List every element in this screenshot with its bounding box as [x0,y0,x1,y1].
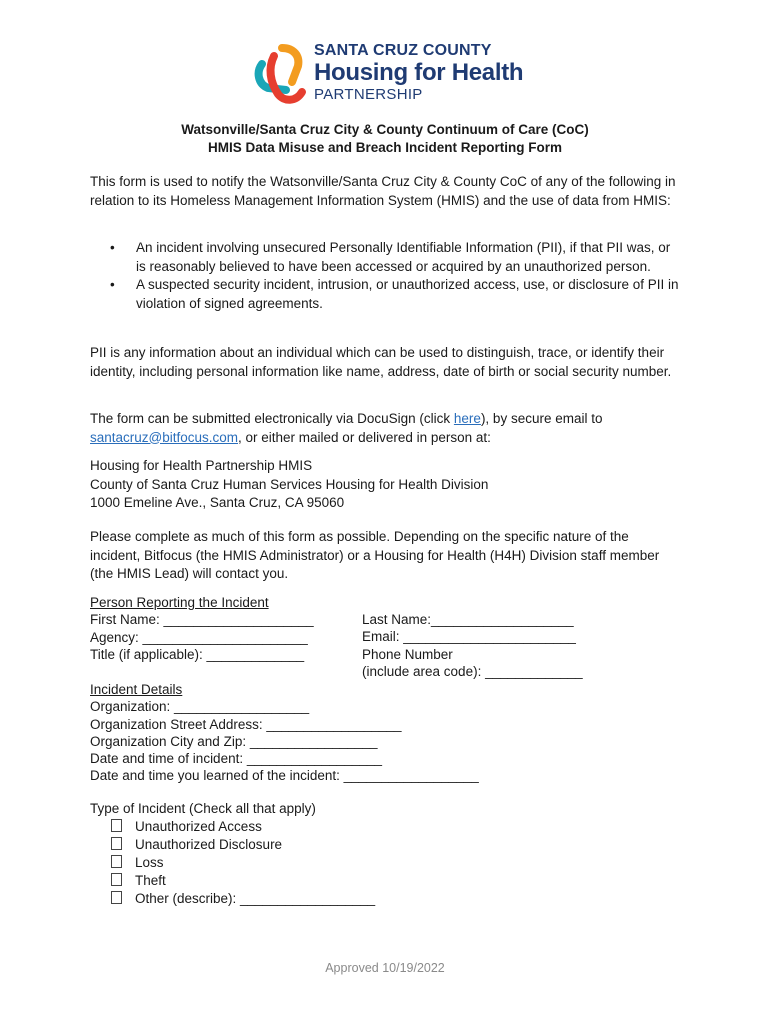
intro-paragraph: This form is used to notify the Watsonville/Santa Cruz City & County CoC of any of the following in relation to its Homeless Management Information System (HMIS) and the use of data from HMIS: [90,174,676,208]
submission-paragraph [90,410,680,447]
address-line: 1000 Emeline Ave., Santa Cruz, CA 95060 [90,495,345,510]
logo-line-county: SANTA CRUZ COUNTY [314,42,492,59]
incident-type-heading: Type of Incident (Check all that apply) [90,801,316,816]
pii-definition: PII is any information about an individual which can be used to distinguish, trace, or identify their identity, including personal information like name, address, date of birth or social security number. [90,345,672,379]
form-title-line1: Watsonville/Santa Cruz City & County Continuum of Care (CoC) [181,122,589,137]
phone-label: Phone Number [362,646,453,662]
first-name-field[interactable]: First Name: ____________________ [90,612,314,628]
address-line: Housing for Health Partnership HMIS [90,458,313,473]
checkbox-label: Loss [135,855,164,870]
agency-field[interactable]: Agency: ______________________ [90,629,308,645]
person-reporting-section [90,594,314,663]
learned-date-field[interactable]: Date and time you learned of the incident: __________________ [90,768,479,784]
checkbox-theft[interactable] [90,872,375,890]
email-link[interactable]: santacruz@bitfocus.com [90,429,239,445]
checkbox-other[interactable] [90,890,375,908]
submission-text: ), by secure email to [480,411,603,426]
last-name-field[interactable]: Last Name:___________________ [362,612,574,627]
instructions-paragraph: Please complete as much of this form as possible. Depending on the specific nature of the incident, Bitfocus (the HMIS Administrator) or a Housing for Health (H4H) Division staff member (the HMIS Lead) will contact you. [90,529,660,581]
checkbox-loss[interactable] [90,854,375,872]
logo-line-partnership: PARTNERSHIP [314,86,423,103]
bullet-item: • An incident involving unsecured Personally Identifiable Information (PII), if that PII was, or is reasonably believed to have been accessed or acquired by an unauthorized person. [107,239,682,276]
title-field[interactable]: Title (if applicable): _____________ [90,646,305,662]
checkbox-unauthorized-access[interactable] [90,818,375,836]
logo [252,42,532,108]
checkbox-label: Other (describe): __________________ [135,891,376,906]
incident-date-field[interactable]: Date and time of incident: __________________ [90,751,382,767]
incident-details-heading: Incident Details [90,682,183,697]
checkbox-icon[interactable] [111,837,122,850]
mailing-address [90,457,680,513]
checkbox-label: Unauthorized Disclosure [135,837,283,852]
city-zip-field[interactable]: Organization City and Zip: _________________ [90,733,378,749]
incident-details-section [90,681,479,785]
checkbox-icon[interactable] [111,819,122,832]
docusign-link[interactable]: here [453,411,481,426]
approval-footer: Approved 10/19/2022 [325,961,445,975]
partnership-knot-icon [252,42,310,108]
checkbox-icon[interactable] [111,873,122,886]
person-contact-section [362,611,583,680]
checkbox-icon[interactable] [111,855,122,868]
email-field[interactable]: Email: _______________________ [362,629,576,645]
logo-line-housing: Housing for Health [314,59,524,86]
submission-text: The form can be submitted electronically via DocuSign (click [90,411,454,426]
bullet-item: • A suspected security incident, intrusion, or unauthorized access, use, or disclosure of PII in violation of signed agreements. [107,276,682,313]
checkbox-unauthorized-disclosure[interactable] [90,836,375,854]
street-address-field[interactable]: Organization Street Address: __________________ [90,716,402,732]
organization-field[interactable]: Organization: __________________ [90,699,310,715]
checkbox-icon[interactable] [111,891,122,904]
person-reporting-heading: Person Reporting the Incident [90,595,269,610]
phone-field[interactable]: (include area code): _____________ [362,663,583,679]
submission-text: , or either mailed or delivered in person at: [238,429,491,445]
form-title-line2: HMIS Data Misuse and Breach Incident Reporting Form [207,140,563,155]
checkbox-label: Unauthorized Access [135,819,262,834]
address-line: County of Santa Cruz Human Services Housing for Health Division [90,476,489,492]
incident-type-section [90,800,375,908]
checkbox-label: Theft [135,873,166,888]
bullet-list [107,239,682,313]
